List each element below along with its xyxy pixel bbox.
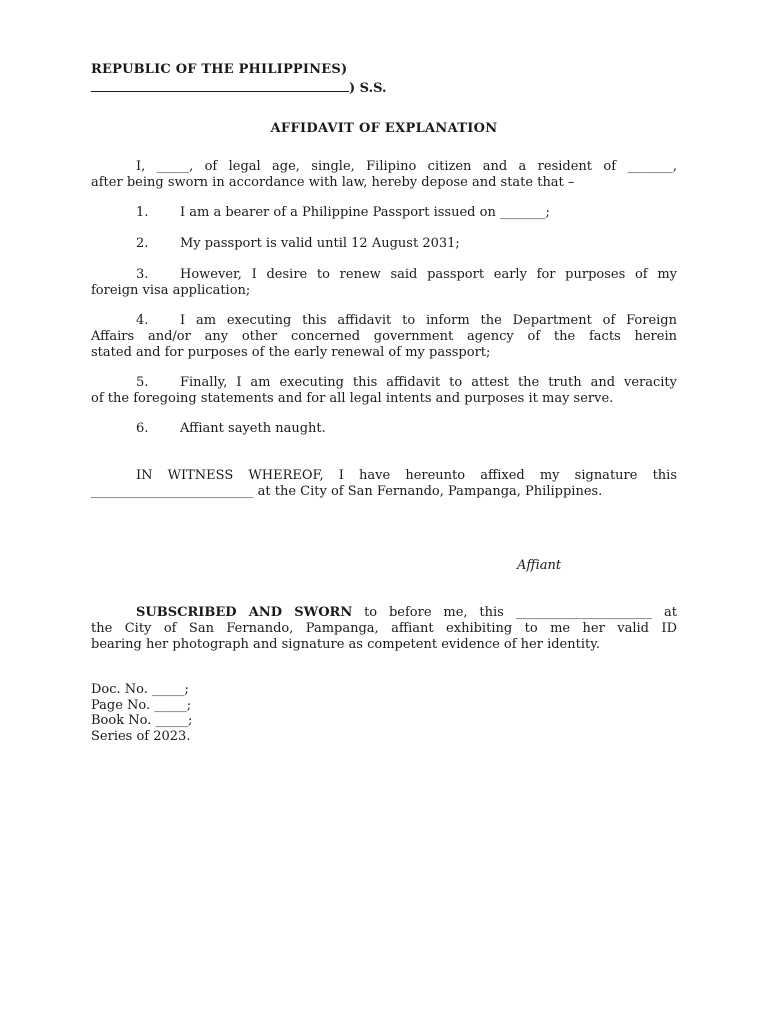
intro-line-1: I, _____, of legal age, single, Filipino citizen and a resident of _______, (136, 159, 677, 174)
item-2-line: 2. My passport is valid until 12 August 2031; (136, 236, 460, 251)
item-6 (91, 421, 677, 437)
item-3-line-1: 3. However, I desire to renew said passport early for purposes of my (136, 267, 677, 282)
venue-republic: REPUBLIC OF THE PHILIPPINES) (91, 62, 348, 77)
jurat-line-3: bearing her photograph and signature as competent evidence of her identity. (91, 637, 600, 652)
series: Series of 2023. (91, 728, 191, 744)
venue-ss: ) S.S. (349, 81, 387, 96)
intro-paragraph (91, 159, 677, 191)
item-4-line-2: Affairs and/or any other concerned government agency of the facts herein (91, 329, 677, 344)
item-4 (91, 313, 677, 361)
affiant-label: Affiant (517, 558, 562, 573)
book-no: Book No. _____; (91, 713, 193, 728)
intro-line-2: after being sworn in accordance with law, hereby depose and state that – (91, 175, 575, 190)
item-3 (91, 267, 677, 299)
witness-line-1: IN WITNESS WHEREOF, I have hereunto affixed my signature this (136, 468, 677, 483)
item-5-line-1: 5. Finally, I am executing this affidavit to attest the truth and veracity (136, 375, 677, 390)
notarial-register (91, 682, 192, 744)
item-4-line-3: stated and for purposes of the early renewal of my passport; (91, 345, 491, 360)
witness-paragraph (91, 468, 677, 500)
jurat-paragraph (91, 605, 677, 653)
item-2 (91, 236, 677, 252)
page-no: Page No. _____; (91, 697, 192, 713)
witness-line-2: _________________________ at the City of San Fernando, Pampanga, Philippines. (91, 484, 603, 499)
venue-province-line (91, 80, 387, 96)
item-4-line-1: 4. I am executing this affidavit to inform the Department of Foreign (136, 313, 677, 328)
jurat-line-2: the City of San Fernando, Pampanga, affiant exhibiting to me her valid ID (91, 621, 677, 636)
item-1-line: 1. I am a bearer of a Philippine Passport issued on _______; (136, 205, 550, 220)
jurat-line-1: SUBSCRIBED AND SWORN to before me, this _____________________ at (136, 605, 677, 620)
item-5-line-2: of the foregoing statements and for all legal intents and purposes it may serve. (91, 391, 614, 406)
document-title: AFFIDAVIT OF EXPLANATION (270, 121, 498, 136)
item-6-line: 6. Affiant sayeth naught. (136, 421, 326, 436)
item-5 (91, 375, 677, 407)
doc-no: Doc. No. _____; (91, 682, 189, 697)
venue-blank (91, 80, 349, 92)
item-1 (91, 205, 677, 221)
item-3-line-2: foreign visa application; (91, 283, 251, 298)
